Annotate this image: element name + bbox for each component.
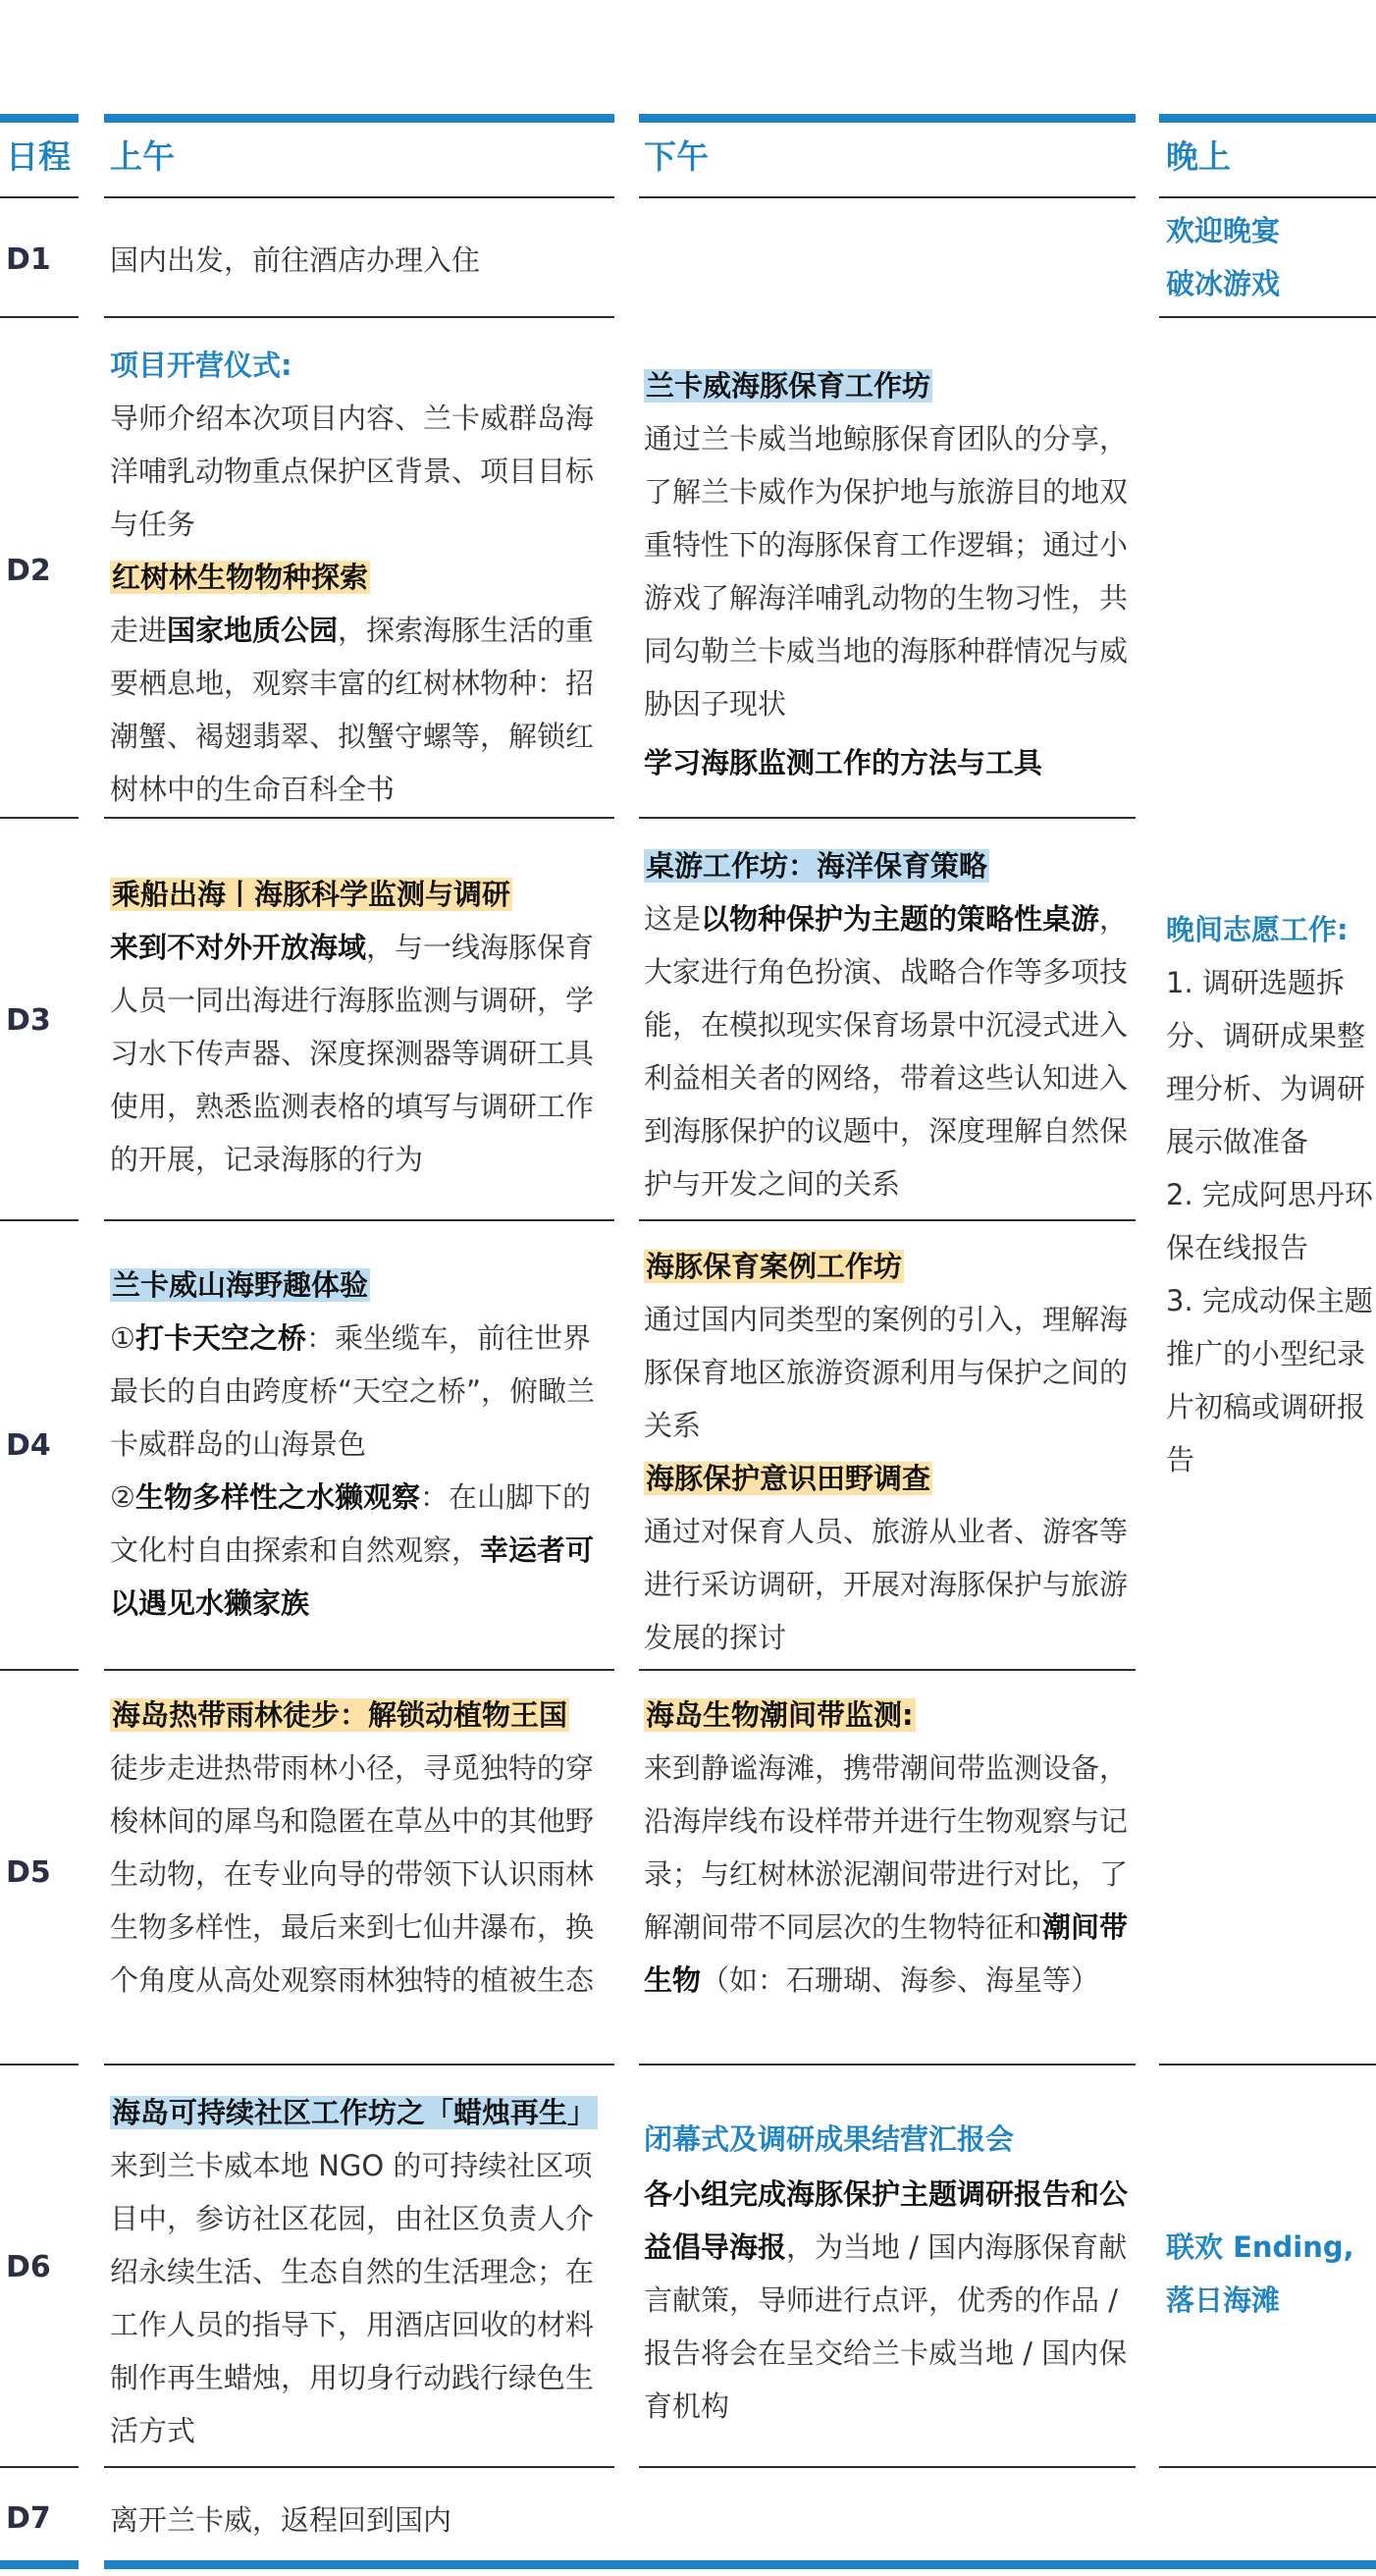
row-rule-d6-afternoon [639,2466,1136,2468]
d5-rainforest-title: 海岛热带雨林徒步：解锁动植物王国 [112,1698,568,1732]
d2-afternoon [644,359,1135,789]
d4-case-title: 海豚保育案例工作坊 [646,1250,903,1283]
evening-volunteer-title: 晚间志愿工作: [1166,913,1349,946]
d3-boardgame-text: 这是以物种保护为主题的策略性桌游，大家进行角色扮演、战略合作等多项技能，在模拟现实保育场景中沉浸式进入利益相关者的网络，带着这些认知进入到海豚保护的议题中，深度理解自然保护与开发之间的关系 [644,902,1129,1201]
d4-otter: ②生物多样性之水獭观察：在山脚下的文化村自由探索和自然观察，幸运者可以遇见水獭家族 [110,1480,595,1620]
row-rule-d4-afternoon [639,1669,1136,1671]
d4-survey-title: 海豚保护意识田野调查 [646,1462,931,1495]
evening-volunteer-item-3: 3. 完成动保主题推广的小型纪录片初稿或调研报告 [1166,1284,1373,1476]
row-rule-d6-day [0,2466,79,2468]
d3-boardgame-title: 桌游工作坊：海洋保育策略 [646,849,988,883]
row-rule-d5-day [0,2064,79,2066]
d6-candle-text: 来到兰卡威本地 NGO 的可持续社区项目中，参访社区花园，由社区负责人介绍永续生活、生态自然的生活理念；在工作人员的指导下，用酒店回收的材料制作再生蜡烛，用切身行动践行绿色生活方式 [110,2149,595,2447]
day-label-d4: D4 [6,1428,51,1463]
d5-intertidal-text: 来到静谧海滩，携带潮间带监测设备，沿海岸线布设样带并进行生物观察与记录；与红树林淤泥潮间带进行对比，了解潮间带不同层次的生物特征和潮间带生物（如：石珊瑚、海参、海星等） [644,1751,1129,1997]
d4-skybridge: ①打卡天空之桥：乘坐缆车，前往世界最长的自由跨度桥“天空之桥”，俯瞰兰卡威群岛的山海景色 [110,1321,596,1461]
header-day: 日程 [6,137,71,176]
row-rule-d4-day [0,1669,79,1671]
d4-skyland-title: 兰卡威山海野趣体验 [112,1268,369,1302]
d3-boat-text: 来到不对外开放海域，与一线海豚保育人员一同出海进行海豚监测与调研，学习水下传声器、深度探测器等调研工具使用，熟悉监测表格的填写与调研工作的开展，记录海豚的行为 [110,931,595,1176]
evening-volunteer-item-2: 2. 完成阿思丹环保在线报告 [1166,1178,1373,1264]
d2-workshop-text: 通过兰卡威当地鲸豚保育团队的分享，了解兰卡威作为保护地与旅游目的地双重特性下的海豚保育工作逻辑；通过小游戏了解海洋哺乳动物的生物习性，共同勾勒兰卡威当地的海豚种群情况与威胁因子现状 [644,422,1129,721]
footer-bar-main [104,2560,1376,2569]
d1-morning: 国内出发，前往酒店办理入住 [110,243,481,277]
footer-bar-day [0,2560,79,2569]
d5-rainforest-text: 徒步走进热带雨林小径，寻觅独特的穿梭林间的犀鸟和隐匿在草丛中的其他野生动物，在专业向导的带领下认识雨林生物多样性，最后来到七仙井瀑布，换个角度从高处观察雨林独特的植被生态 [110,1751,595,1997]
d2-workshop-title: 兰卡威海豚保育工作坊 [646,369,931,402]
header-rule-day [0,196,79,198]
d5-afternoon [644,1689,1135,2007]
d1-evening-dinner: 欢迎晚宴 [1166,214,1281,247]
day-label-d2: D2 [6,554,51,588]
d4-afternoon [644,1240,1135,1664]
d2-monitoring-methods: 学习海豚监测工作的方法与工具 [644,746,1043,779]
row-rule-d5-afternoon [639,2064,1136,2066]
evening-volunteer-item-1: 1. 调研选题拆分、调研成果整理分析、为调研展示做准备 [1166,966,1366,1158]
d2-mangrove-text: 走进国家地质公园，探索海豚生活的重要栖息地，观察丰富的红树林物种：招潮蟹、褐翅翡翠、拟蟹守螺等，解锁红树林中的生命百科全书 [110,614,595,806]
row-rule-d3-morning [104,1219,614,1221]
d7-morning: 离开兰卡威，返程回到国内 [110,2503,452,2537]
d2-morning [110,339,615,816]
d2-geopark: 国家地质公园 [167,614,339,647]
header-bar-afternoon [639,114,1136,123]
header-bar-morning [104,114,614,123]
header-rule-afternoon [639,196,1136,198]
row-rule-d1-morning [104,316,614,318]
evening-volunteer [1166,903,1374,1486]
header-bar-day [0,114,79,123]
row-rule-d4-morning [104,1669,614,1671]
d2-opening-text: 导师介绍本次项目内容、兰卡威群岛海洋哺乳动物重点保护区背景、项目目标与任务 [110,402,595,541]
d5-morning [110,1689,615,2007]
d1-evening-icebreaker: 破冰游戏 [1166,267,1281,300]
d3-morning [110,868,615,1186]
d6-evening-ending: 联欢 Ending, [1166,2230,1354,2264]
header-rule-evening [1159,196,1376,198]
row-rule-d3-afternoon [639,1219,1136,1221]
d6-candle-title: 海岛可持续社区工作坊之「蜡烛再生」 [112,2096,597,2129]
d3-afternoon [644,839,1135,1210]
d2-mangrove-title: 红树林生物物种探索 [112,561,369,594]
row-rule-d5-morning [104,2064,614,2066]
row-rule-d6-morning [104,2466,614,2468]
row-rule-d2-morning [104,817,614,819]
d6-morning [110,2086,615,2457]
header-bar-evening [1159,114,1376,123]
day-label-d1: D1 [6,242,51,277]
header-afternoon: 下午 [644,137,709,176]
row-rule-d1-day [0,316,79,318]
d3-boat-title: 乘船出海丨海豚科学监测与调研 [112,878,511,911]
row-rule-d1-evening [1159,316,1376,318]
row-rule-d2-day [0,817,79,819]
day-label-d6: D6 [6,2250,51,2284]
row-rule-d6-evening [1159,2466,1376,2468]
d4-survey-text: 通过对保育人员、旅游从业者、游客等进行采访调研，开展对海豚保护与旅游发展的探讨 [644,1515,1129,1654]
d6-closing-title: 闭幕式及调研成果结营汇报会 [644,2122,1015,2156]
day-label-d7: D7 [6,2501,51,2536]
header-evening: 晚上 [1166,137,1231,176]
d4-morning [110,1259,615,1630]
day-label-d3: D3 [6,1003,51,1038]
row-rule-d3-day [0,1219,79,1221]
d6-afternoon [644,2113,1135,2433]
d6-closing-text: 各小组完成海豚保护主题调研报告和公益倡导海报，为当地 / 国内海豚保育献言献策，导师进行点评，优秀的作品 / 报告将会在呈交给兰卡威当地 / 国内保育机构 [644,2177,1129,2423]
header-rule-morning [104,196,614,198]
d2-opening-title: 项目开营仪式: [110,349,292,382]
day-label-d5: D5 [6,1855,51,1890]
d6-evening-sunset: 落日海滩 [1166,2283,1281,2317]
d5-intertidal-title: 海岛生物潮间带监测: [646,1698,914,1732]
row-rule-d2-afternoon [639,817,1136,819]
header-morning: 上午 [110,137,175,176]
d4-case-text: 通过国内同类型的案例的引入，理解海豚保育地区旅游资源利用与保护之间的关系 [644,1303,1129,1442]
row-rule-d5-evening [1159,2064,1376,2066]
